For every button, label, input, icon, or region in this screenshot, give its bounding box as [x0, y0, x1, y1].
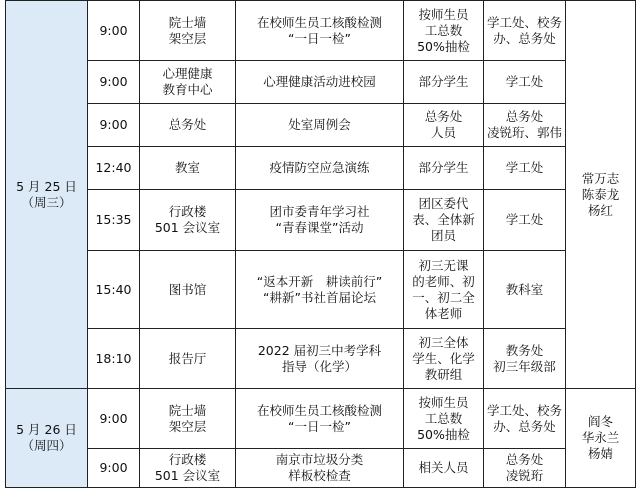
participants-cell: 团区委代 表、全体新 团员 [404, 190, 484, 251]
place-cell: 行政楼 501 会议室 [140, 190, 236, 251]
place-cell: 教室 [140, 147, 236, 190]
place-cell: 图书馆 [140, 251, 236, 329]
department-cell: 教科室 [484, 251, 566, 329]
department-cell: 总务处 凌锐珩 [484, 449, 566, 488]
time-cell: 9:00 [88, 449, 140, 488]
place-cell: 报告厅 [140, 329, 236, 389]
leaders-cell: 常万志 陈泰龙 杨红 [566, 1, 636, 389]
table-row [6, 104, 636, 147]
activity-cell: 南京市垃圾分类 样板校检查 [236, 449, 404, 488]
place-cell: 心理健康 教育中心 [140, 61, 236, 104]
table-row [6, 329, 636, 389]
table-row [6, 190, 636, 251]
place-cell: 院士墙 架空层 [140, 1, 236, 61]
participants-cell: 部分学生 [404, 147, 484, 190]
time-cell: 15:40 [88, 251, 140, 329]
participants-cell: 初三全体 学生、化学 教研组 [404, 329, 484, 389]
date-cell: 5 月 25 日 （周三） [6, 1, 88, 389]
time-cell: 9:00 [88, 61, 140, 104]
time-cell: 12:40 [88, 147, 140, 190]
activity-cell: 团市委青年学习社 “青春课堂”活动 [236, 190, 404, 251]
participants-cell: 部分学生 [404, 61, 484, 104]
participants-cell: 按师生员 工总数 50%抽检 [404, 1, 484, 61]
time-cell: 9:00 [88, 1, 140, 61]
place-cell: 总务处 [140, 104, 236, 147]
participants-cell: 总务处 人员 [404, 104, 484, 147]
participants-cell: 初三无课 的老师、初 一、初二全 体老师 [404, 251, 484, 329]
department-cell: 学工处、校务 办、总务处 [484, 1, 566, 61]
table-row [6, 449, 636, 488]
department-cell: 学工处 [484, 61, 566, 104]
department-cell: 学工处 [484, 190, 566, 251]
participants-cell: 相关人员 [404, 449, 484, 488]
place-cell: 院士墙 架空层 [140, 389, 236, 449]
time-cell: 15:35 [88, 190, 140, 251]
department-cell: 教务处 初三年级部 [484, 329, 566, 389]
time-cell: 18:10 [88, 329, 140, 389]
activity-cell: 心理健康活动进校园 [236, 61, 404, 104]
date-cell: 5 月 26 日 （周四） [6, 389, 88, 488]
table-row [6, 1, 636, 61]
activity-cell: 疫情防空应急演练 [236, 147, 404, 190]
activity-cell: 处室周例会 [236, 104, 404, 147]
department-cell: 总务处 凌锐珩、郭伟 [484, 104, 566, 147]
table-row [6, 147, 636, 190]
time-cell: 9:00 [88, 104, 140, 147]
department-cell: 学工处、校务 办、总务处 [484, 389, 566, 449]
department-cell: 学工处 [484, 147, 566, 190]
activity-cell: 在校师生员工核酸检测 “一日一检” [236, 1, 404, 61]
leaders-cell: 阎冬 华永兰 杨婧 [566, 389, 636, 488]
schedule-table [5, 0, 636, 488]
table-row [6, 61, 636, 104]
table-row [6, 389, 636, 449]
activity-cell: 在校师生员工核酸检测 “一日一检” [236, 389, 404, 449]
table-row [6, 251, 636, 329]
place-cell: 行政楼 501 会议室 [140, 449, 236, 488]
participants-cell: 按师生员 工总数 50%抽检 [404, 389, 484, 449]
activity-cell: 2022 届初三中考学科 指导（化学） [236, 329, 404, 389]
time-cell: 9:00 [88, 389, 140, 449]
activity-cell: “返本开新 耕读前行” “耕新”书社首届论坛 [236, 251, 404, 329]
